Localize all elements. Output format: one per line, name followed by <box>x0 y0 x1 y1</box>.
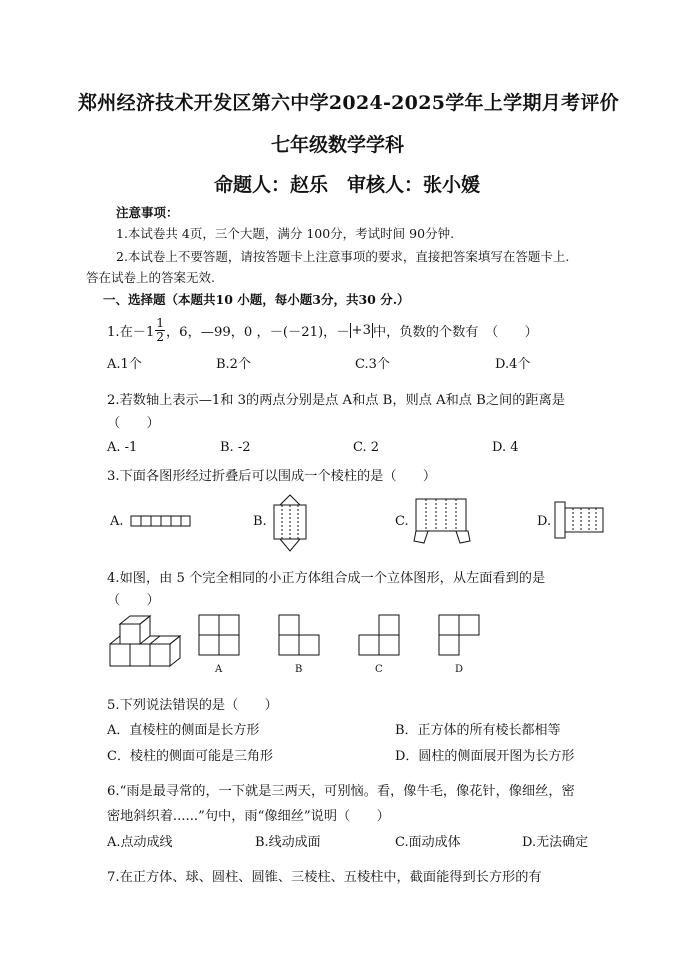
q4-option-c-figure <box>358 614 400 656</box>
question-5-stem: 5.下列说法错误的是（ ） <box>107 698 278 713</box>
q4-option-c-label: C <box>375 664 383 675</box>
q1-fraction <box>155 317 165 344</box>
q5-option-d: D．圆柱的侧面展开图为长方形 <box>395 749 575 764</box>
exam-authors: 命题人：赵乐 审核人：张小媛 <box>214 174 481 196</box>
section-heading: 一、选择题（本题共10 小题，每小题3分，共30 分.） <box>103 292 410 307</box>
notes-item-1: 1.本试卷共 4页，三个大题，满分 100分，考试时间 90分钟. <box>116 226 455 241</box>
q4-option-b-label: B <box>295 664 303 675</box>
q4-option-d-label: D <box>455 664 464 675</box>
q5-option-c: C．棱柱的侧面可能是三角形 <box>107 749 273 764</box>
question-4-paren: （ ） <box>107 593 160 608</box>
q1-lead: 1.在－1 <box>107 324 155 340</box>
question-6-stem-line-2: 密地斜织着......”句中，雨“像细丝”说明（ ） <box>107 809 390 824</box>
q1-option-a: A.1个 <box>107 357 142 372</box>
q3-figure-b <box>270 493 310 555</box>
q3-option-c-label: C. <box>395 514 409 529</box>
q1-option-b: B.2个 <box>216 357 251 372</box>
q5-option-b: B．正方体的所有棱长都相等 <box>395 723 561 738</box>
q6-option-d: D.无法确定 <box>522 835 589 850</box>
q3-option-b-label: B. <box>253 514 267 529</box>
q5-option-a: A．直棱柱的侧面是长方形 <box>107 723 260 738</box>
q4-option-d-figure <box>438 614 480 656</box>
q3-figure-d <box>553 500 605 542</box>
notes-heading: 注意事项： <box>116 205 179 220</box>
q4-option-b-figure <box>278 614 320 656</box>
question-6-stem-line-1: 6.“雨是最寻常的，一下就是三两天，可别恼。看，像牛毛，像花针，像细丝，密 <box>107 784 575 799</box>
q4-option-a-figure <box>198 614 240 656</box>
q4-option-a-label: A <box>215 664 223 675</box>
exam-title: 郑州经济技术开发区第六中学2024-2025学年上学期月考评价 <box>78 92 619 114</box>
q2-option-a: A. -1 <box>107 440 138 455</box>
q3-figure-a <box>130 515 192 529</box>
question-7-stem: 7.在正方体、球、圆柱、圆锥、三棱柱、五棱柱中，截面能得到长方形的有 <box>107 870 542 885</box>
q1-rest-a: ，6，—99，0 ，－(－21)，－ <box>166 324 350 340</box>
question-2-stem: 2.若数轴上表示—1和 3的两点分别是点 A和点 B，则点 A和点 B之间的距离是 <box>107 393 565 408</box>
q3-option-a-label: A. <box>110 514 124 529</box>
question-2-paren: （ ） <box>107 416 160 431</box>
q3-figure-c <box>410 497 472 549</box>
q1-abs-value: +3 <box>351 322 371 338</box>
q3-option-d-label: D. <box>537 514 552 529</box>
q2-option-c: C. 2 <box>353 440 380 455</box>
q1-rest-b: 中，负数的个数有 （ ） <box>372 324 538 340</box>
notes-item-2: 2.本试卷上不要答题，请按答题卡上注意事项的要求，直接把答案填写在答题卡上. <box>116 249 570 264</box>
notes-item-2-cont: 答在试卷上的答案无效. <box>86 270 215 285</box>
exam-subject: 七年级数学学科 <box>271 134 405 156</box>
q6-option-c: C.面动成体 <box>395 835 461 850</box>
q2-option-b: B. -2 <box>220 440 251 455</box>
q1-option-c: C.3个 <box>355 357 390 372</box>
q1-frac-num: 1 <box>156 315 164 330</box>
q1-frac-den: 2 <box>156 329 164 344</box>
q1-option-d: D.4个 <box>495 357 531 372</box>
q6-option-a: A.点动成线 <box>107 835 173 850</box>
question-1-stem <box>107 315 538 345</box>
q6-option-b: B.线动成面 <box>255 835 321 850</box>
question-4-stem: 4.如图，由 5 个完全相同的小正方体组合成一个立体图形，从左面看到的是 <box>107 571 546 586</box>
q4-solid-figure <box>108 612 184 670</box>
q2-option-d: D. 4 <box>492 440 519 455</box>
question-3-stem: 3.下面各图形经过折叠后可以围成一个棱柱的是（ ） <box>107 469 437 484</box>
